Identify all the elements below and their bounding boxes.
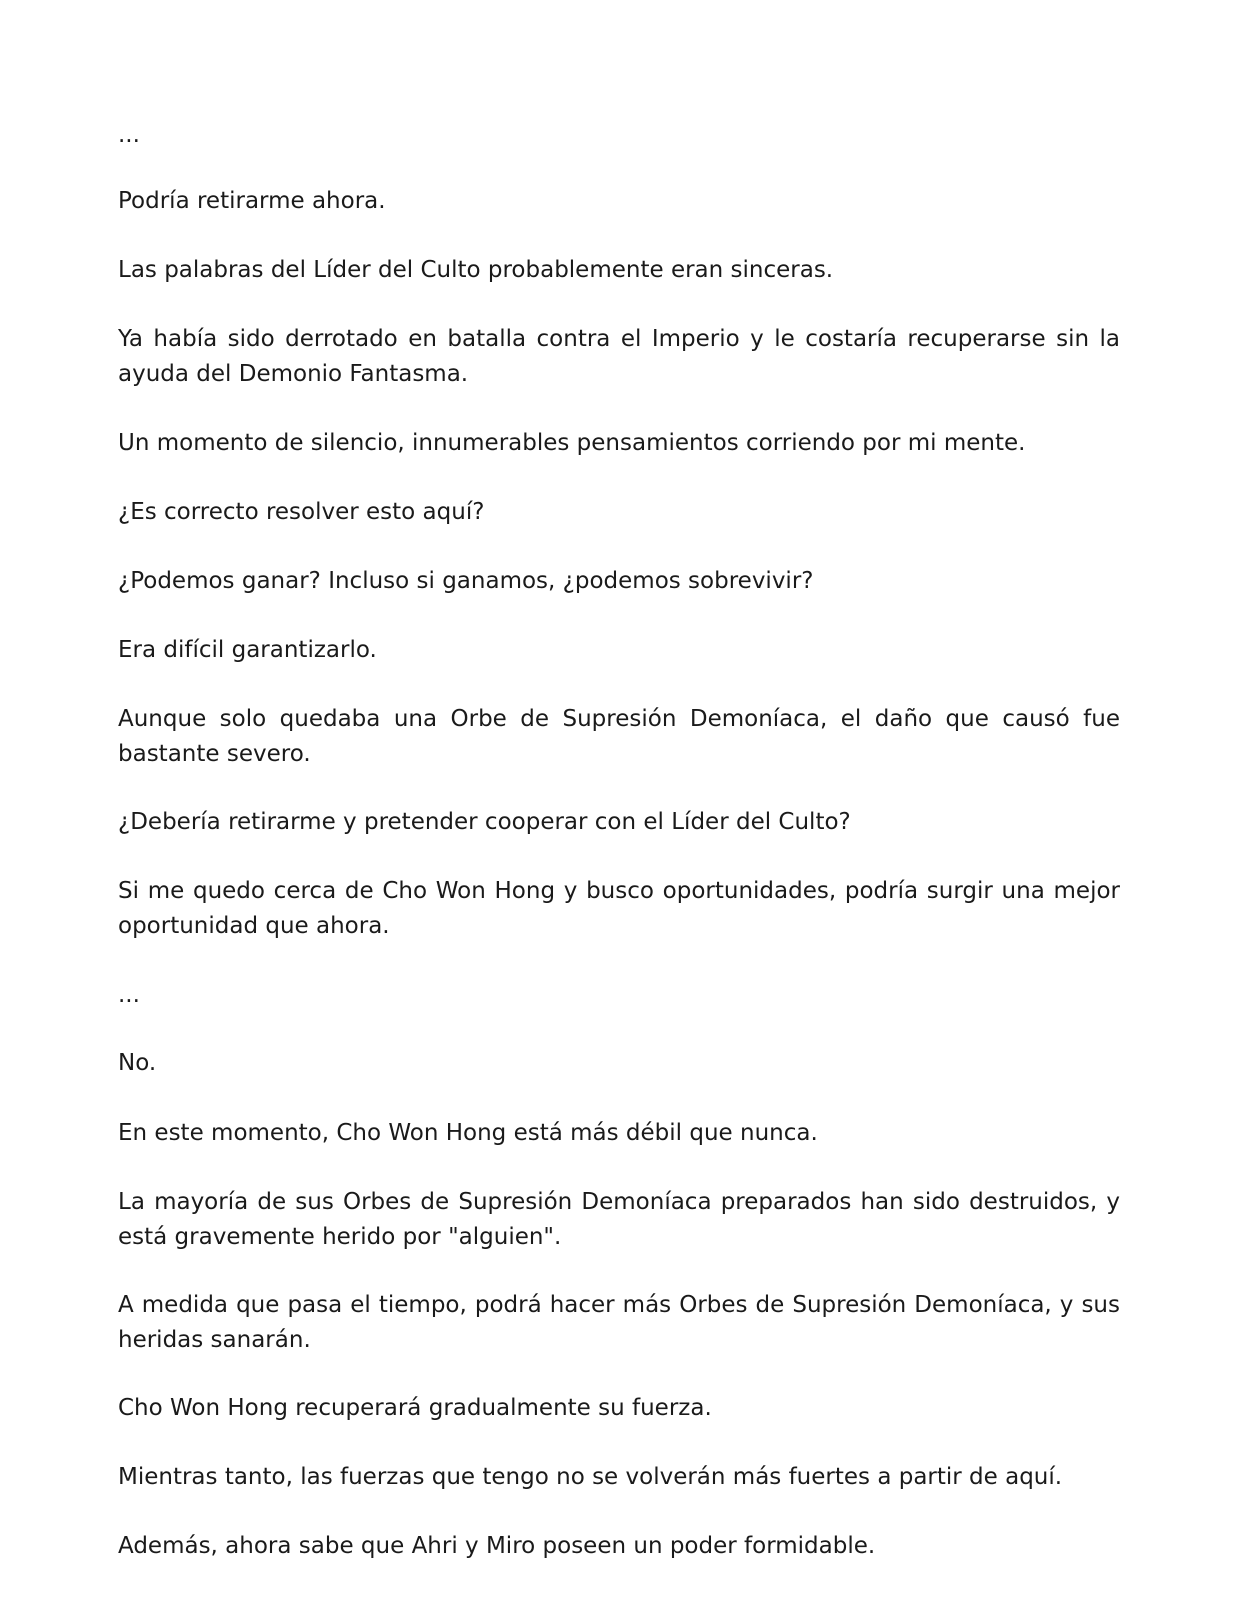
paragraph-10: Si me quedo cerca de Cho Won Hong y busco oportunidades, podría surgir una mejor oportunidad que ahora. xyxy=(118,878,1120,939)
paragraph-ellipsis-2: ... xyxy=(118,982,140,1008)
paragraph-6: ¿Podemos ganar? Incluso si ganamos, ¿podemos sobrevivir? xyxy=(118,568,814,594)
paragraph-14: A medida que pasa el tiempo, podrá hacer más Orbes de Supresión Demoníaca, y sus heridas sanarán. xyxy=(118,1292,1120,1353)
paragraph-7: Era difícil garantizarlo. xyxy=(118,637,377,663)
paragraph-13: La mayoría de sus Orbes de Supresión Demoníaca preparados han sido destruidos, y está gravemente herido por "alguien". xyxy=(118,1189,1120,1250)
paragraph-9: ¿Debería retirarme y pretender cooperar con el Líder del Culto? xyxy=(118,809,851,835)
paragraph-3: Ya había sido derrotado en batalla contra el Imperio y le costaría recuperarse sin la ayuda del Demonio Fantasma. xyxy=(118,326,1120,387)
paragraph-4: Un momento de silencio, innumerables pensamientos corriendo por mi mente. xyxy=(118,430,1026,456)
paragraph-2: Las palabras del Líder del Culto probablemente eran sinceras. xyxy=(118,257,834,283)
paragraph-15: Cho Won Hong recuperará gradualmente su fuerza. xyxy=(118,1395,712,1421)
paragraph-8: Aunque solo quedaba una Orbe de Supresión Demoníaca, el daño que causó fue bastante severo. xyxy=(118,706,1120,767)
paragraph-ellipsis-1: ... xyxy=(118,122,140,148)
paragraph-16: Mientras tanto, las fuerzas que tengo no se volverán más fuertes a partir de aquí. xyxy=(118,1464,1063,1490)
paragraph-5: ¿Es correcto resolver esto aquí? xyxy=(118,499,485,525)
paragraph-1: Podría retirarme ahora. xyxy=(118,188,386,214)
paragraph-17: Además, ahora sabe que Ahri y Miro poseen un poder formidable. xyxy=(118,1533,876,1559)
paragraph-11: No. xyxy=(118,1050,157,1076)
paragraph-12: En este momento, Cho Won Hong está más débil que nunca. xyxy=(118,1120,818,1146)
